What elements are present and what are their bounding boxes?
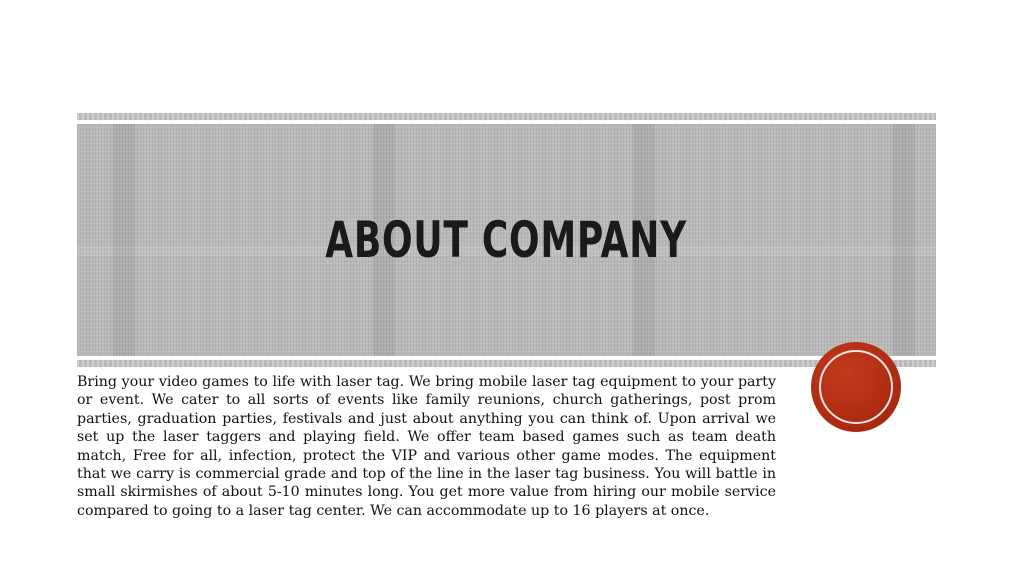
bottom-decor-strip [77,360,936,367]
title-band [77,124,936,356]
badge-ring [819,350,893,424]
slide-body-text: Bring your video games to life with laser tag. We bring mobile laser tag equipment to your party or event. We cater to all sorts of events like family reunions, church gatherings, post prom parties, graduation parties, festivals and just about anything you can think of. Upon arrival we set up the laser taggers and playing field. We offer team based games such as team death match, Free for all, infection, protect the VIP and various other game modes. The equipment that we carry is commercial grade and top of the line in the laser tag business. You will battle in small skirmishes of about 5-10 minutes long. You get more value from hiring our mobile service compared to going to a laser tag center. We can accommodate up to 16 players at once. [77,374,776,519]
slide-title: ABOUT COMPANY [325,211,688,269]
red-circle-badge [811,342,901,432]
top-decor-strip [77,113,936,120]
